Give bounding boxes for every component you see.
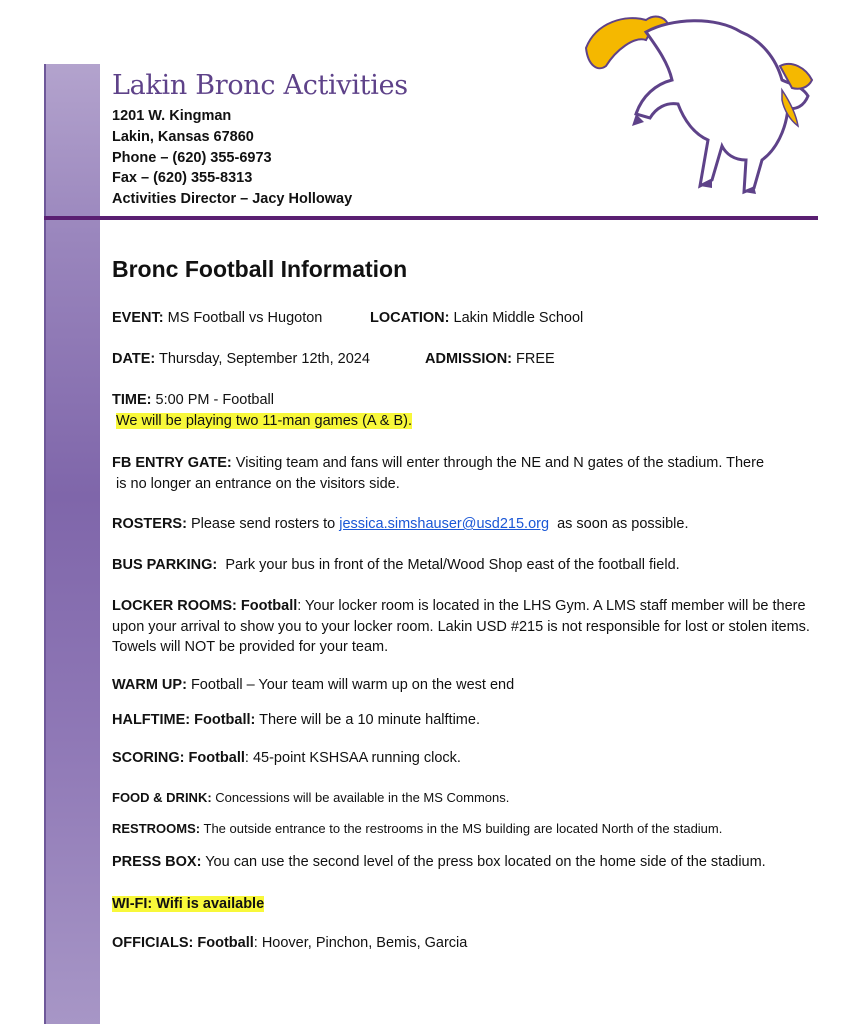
location-value: Lakin Middle School xyxy=(453,310,584,326)
entry-gate-row xyxy=(112,453,824,494)
press-box-row xyxy=(112,852,824,873)
bus-parking-row xyxy=(112,555,824,576)
event-location-row xyxy=(112,308,824,329)
press-box-label: PRESS BOX: xyxy=(112,854,202,870)
entry-gate-value-2: is no longer an entrance on the visitors side. xyxy=(116,475,400,492)
locker-rooms-row xyxy=(112,596,824,658)
officials-row xyxy=(112,933,824,954)
press-box-value: You can use the second level of the press box located on the home side of the stadium. xyxy=(205,854,766,870)
time-label: TIME: xyxy=(112,392,152,408)
entry-gate-value: Visiting team and fans will enter through the NE and N gates of the stadium. There xyxy=(235,455,765,471)
address-block xyxy=(112,106,352,210)
fax-line: Fax – (620) 355-8313 xyxy=(112,170,253,187)
restrooms-row xyxy=(112,819,824,840)
bus-parking-value: Park your bus in front of the Metal/Wood Shop east of the football field. xyxy=(225,557,680,573)
halftime-label: HALFTIME: Football: xyxy=(112,712,256,728)
entry-gate-label: FB ENTRY GATE: xyxy=(112,455,232,471)
rosters-email-link[interactable]: jessica.simshauser@usd215.org xyxy=(339,516,550,532)
wifi-highlight: WI-FI: Wifi is available xyxy=(112,896,265,912)
locker-rooms-value: : Your locker room is located in the LHS Gym. A LMS staff member will be there upon your arrival to show you to your locker room. Lakin USD #215 is not responsible for lost or stolen items. Towels will NOT be provided for your team. xyxy=(112,598,810,655)
halftime-row xyxy=(112,710,824,731)
food-drink-row xyxy=(112,788,824,809)
warm-up-row xyxy=(112,675,824,696)
time-row xyxy=(112,390,824,431)
locker-rooms-label: LOCKER ROOMS: Football xyxy=(112,598,298,614)
decorative-sidebar-bar xyxy=(44,64,100,1024)
director-line: Activities Director – Jacy Holloway xyxy=(112,191,353,208)
time-value: 5:00 PM - Football xyxy=(155,392,274,408)
scoring-label: SCORING: Football xyxy=(112,750,245,766)
scoring-value: : 45-point KSHSAA running clock. xyxy=(244,750,461,766)
officials-label: OFFICIALS: Football xyxy=(112,935,254,951)
date-value: Thursday, September 12th, 2024 xyxy=(159,351,370,367)
bus-parking-label: BUS PARKING: xyxy=(112,557,218,573)
rosters-text-post: as soon as possible. xyxy=(557,516,689,532)
header-divider xyxy=(44,216,818,220)
food-drink-label: FOOD & DRINK: xyxy=(112,790,212,805)
org-title: Lakin Bronc Activities xyxy=(112,70,408,101)
restrooms-label: RESTROOMS: xyxy=(112,821,201,836)
time-note-highlight: We will be playing two 11-man games (A & B). xyxy=(116,412,413,429)
officials-value: : Hoover, Pinchon, Bemis, Garcia xyxy=(253,935,468,951)
halftime-value: There will be a 10 minute halftime. xyxy=(259,712,480,728)
bronco-horse-logo-icon xyxy=(576,10,822,196)
restrooms-value: The outside entrance to the restrooms in the MS building are located North of the stadium. xyxy=(203,821,723,836)
address-line-1: 1201 W. Kingman xyxy=(112,108,232,124)
document-title: Bronc Football Information xyxy=(112,256,408,282)
event-value: MS Football vs Hugoton xyxy=(167,310,323,326)
food-drink-value: Concessions will be available in the MS Commons. xyxy=(215,790,510,805)
rosters-row xyxy=(112,514,824,535)
scoring-row xyxy=(112,748,824,769)
address-line-2: Lakin, Kansas 67860 xyxy=(112,128,254,145)
warm-up-value: Football – Your team will warm up on the west end xyxy=(190,677,515,693)
location-label: LOCATION: xyxy=(370,310,450,326)
wifi-row xyxy=(112,894,824,915)
date-label: DATE: xyxy=(112,351,156,367)
warm-up-label: WARM UP: xyxy=(112,677,187,693)
admission-value: FREE xyxy=(516,351,555,367)
event-label: EVENT: xyxy=(112,310,164,326)
rosters-label: ROSTERS: xyxy=(112,516,187,532)
admission-label: ADMISSION: xyxy=(425,351,512,367)
date-admission-row xyxy=(112,349,824,370)
phone-line: Phone – (620) 355-6973 xyxy=(112,149,272,166)
rosters-text: Please send rosters to xyxy=(190,516,336,532)
